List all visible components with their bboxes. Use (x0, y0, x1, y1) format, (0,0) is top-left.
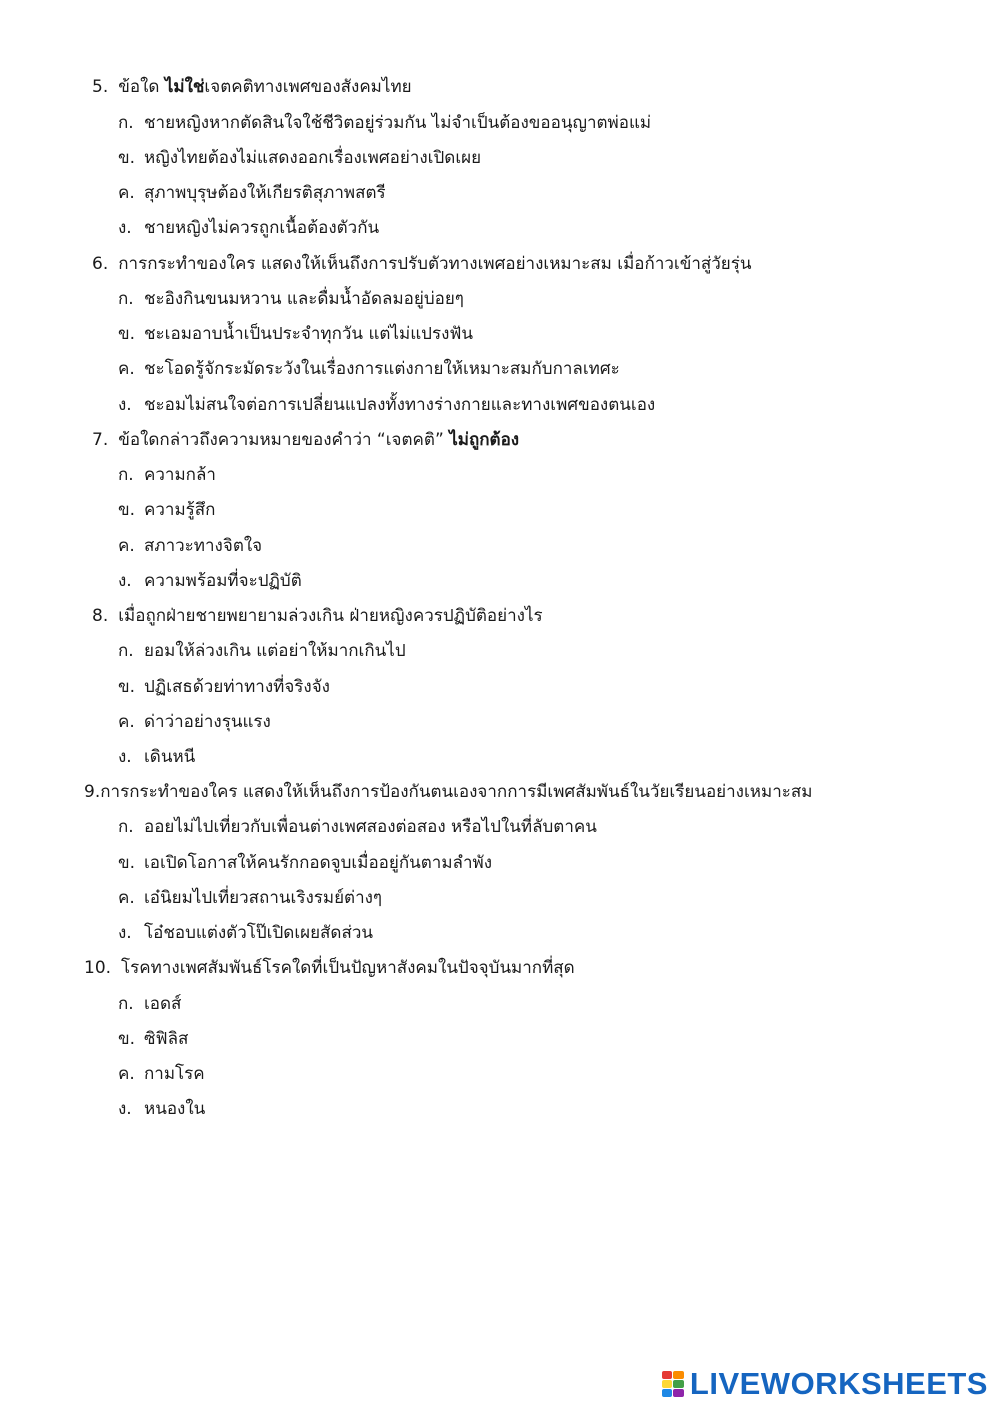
option-letter: ก. (118, 994, 134, 1014)
option-letter: ค. (118, 359, 135, 379)
option-letter: ข. (118, 500, 136, 520)
question-text: การกระทำของใคร แสดงให้เห็นถึงการปรับตัวทางเพศอย่างเหมาะสม เมื่อก้าวเข้าสู่วัยรุ่น (118, 254, 752, 274)
liveworksheets-logo-icon (662, 1371, 684, 1397)
option-7-b[interactable] (118, 498, 215, 522)
question-number: 6. (92, 254, 109, 274)
question-6 (92, 252, 752, 276)
question-text: การกระทำของใคร แสดงให้เห็นถึงการป้องกันตนเองจากการมีเพศสัมพันธ์ในวัยเรียนอย่างเหมาะสม (100, 782, 813, 802)
option-letter: ค. (118, 888, 135, 908)
option-letter: ง. (118, 1099, 132, 1119)
option-text: ความพร้อมที่จะปฏิบัติ (144, 571, 302, 591)
option-letter: ก. (118, 817, 134, 837)
option-letter: ก. (118, 465, 134, 485)
option-text: กามโรค (144, 1064, 205, 1084)
option-8-b[interactable] (118, 675, 330, 699)
option-9-c[interactable] (118, 886, 382, 910)
option-9-a[interactable] (118, 815, 597, 839)
option-letter: ข. (118, 1029, 136, 1049)
option-text: เดินหนี (144, 747, 196, 767)
option-7-c[interactable] (118, 534, 262, 558)
option-6-c[interactable] (118, 357, 620, 381)
option-letter: ง. (118, 218, 132, 238)
option-letter: ข. (118, 677, 136, 697)
option-text: เอ๋นิยมไปเที่ยวสถานเริงรมย์ต่างๆ (144, 888, 383, 908)
logo-block (662, 1371, 673, 1379)
option-10-c[interactable] (118, 1062, 205, 1086)
option-text: เอดส์ (144, 994, 182, 1014)
question-8 (92, 604, 543, 628)
option-letter: ข. (118, 148, 136, 168)
option-10-a[interactable] (118, 992, 181, 1016)
option-6-d[interactable] (118, 393, 655, 417)
option-text: ชายหญิงหากตัดสินใจใช้ชีวิตอยู่ร่วมกัน ไม่จำเป็นต้องขออนุญาตพ่อแม่ (144, 113, 652, 133)
question-number: 8. (92, 606, 109, 626)
option-text: สุภาพบุรุษต้องให้เกียรติสุภาพสตรี (144, 183, 386, 203)
question-text: ข้อใดกล่าวถึงความหมายของคำว่า “เจตคติ” (118, 430, 450, 450)
option-text: ด่าว่าอย่างรุนแรง (144, 712, 271, 732)
option-6-a[interactable] (118, 287, 464, 311)
option-text: หนองใน (144, 1099, 206, 1119)
option-text: ออยไม่ไปเที่ยวกับเพื่อนต่างเพศสองต่อสอง หรือไปในที่ลับตาคน (144, 817, 597, 837)
question-text: เมื่อถูกฝ่ายชายพยายามล่วงเกิน ฝ่ายหญิงควรปฏิบัติอย่างไร (118, 606, 543, 626)
option-letter: ค. (118, 183, 135, 203)
option-5-c[interactable] (118, 181, 386, 205)
logo-block (673, 1380, 684, 1388)
option-text: ความรู้สึก (144, 500, 216, 520)
question-9 (84, 780, 812, 804)
option-letter: ข. (118, 853, 136, 873)
option-5-a[interactable] (118, 111, 651, 135)
question-text-tail: เจตคติทางเพศของสังคมไทย (204, 77, 412, 97)
option-letter: ค. (118, 712, 135, 732)
option-text: หญิงไทยต้องไม่แสดงออกเรื่องเพศอย่างเปิดเผย (144, 148, 482, 168)
option-6-b[interactable] (118, 322, 473, 346)
option-text: ปฏิเสธด้วยท่าทางที่จริงจัง (144, 677, 330, 697)
question-text: ข้อใด (118, 77, 165, 97)
option-7-a[interactable] (118, 463, 216, 487)
logo-block (673, 1371, 684, 1379)
option-text: ชายหญิงไม่ควรถูกเนื้อต้องตัวกัน (144, 218, 380, 238)
logo-block (662, 1389, 673, 1397)
option-5-d[interactable] (118, 216, 379, 240)
option-letter: ก. (118, 289, 134, 309)
question-emphasis: ไม่ใช่ (164, 77, 205, 97)
option-8-a[interactable] (118, 639, 406, 663)
option-letter: ค. (118, 1064, 135, 1084)
question-5 (92, 75, 412, 99)
option-text: ชะเอมอาบน้ำเป็นประจำทุกวัน แต่ไม่แปรงฟัน (144, 324, 474, 344)
option-10-d[interactable] (118, 1097, 205, 1121)
option-letter: ก. (118, 641, 134, 661)
option-text: ชะโอดรู้จักระมัดระวังในเรื่องการแต่งกายให้เหมาะสมกับกาลเทศะ (144, 359, 620, 379)
option-text: ยอมให้ล่วงเกิน แต่อย่าให้มากเกินไป (144, 641, 406, 661)
question-number: 9. (84, 782, 101, 802)
option-10-b[interactable] (118, 1027, 188, 1051)
option-9-d[interactable] (118, 921, 373, 945)
option-text: เอเปิดโอกาสให้คนรักกอดจูบเมื่ออยู่กันตามลำพัง (144, 853, 493, 873)
option-text: ชะอิงกินขนมหวาน และดื่มน้ำอัดลมอยู่บ่อยๆ (144, 289, 464, 309)
option-letter: ง. (118, 571, 132, 591)
logo-block (662, 1380, 673, 1388)
option-text: ชะอมไม่สนใจต่อการเปลี่ยนแปลงทั้งทางร่างกายและทางเพศของตนเอง (144, 395, 656, 415)
option-letter: ก. (118, 113, 134, 133)
question-10 (84, 956, 575, 980)
question-emphasis: ไม่ถูกต้อง (449, 430, 520, 450)
option-text: สภาวะทางจิตใจ (144, 536, 263, 556)
option-8-d[interactable] (118, 745, 195, 769)
option-letter: ค. (118, 536, 135, 556)
option-letter: ง. (118, 747, 132, 767)
option-8-c[interactable] (118, 710, 271, 734)
liveworksheets-brand (662, 1366, 988, 1402)
question-7 (92, 428, 519, 452)
brand-text: LIVEWORKSHEETS (689, 1366, 988, 1401)
question-number: 5. (92, 77, 109, 97)
option-letter: ง. (118, 395, 132, 415)
option-text: ความกล้า (144, 465, 216, 485)
question-text: โรคทางเพศสัมพันธ์โรคใดที่เป็นปัญหาสังคมในปัจจุบันมากที่สุด (121, 958, 575, 978)
logo-block (673, 1389, 684, 1397)
option-5-b[interactable] (118, 146, 481, 170)
option-7-d[interactable] (118, 569, 302, 593)
option-text: โอ๋ชอบแต่งตัวโป๊เปิดเผยสัดส่วน (144, 923, 374, 943)
option-text: ซิฟิลิส (144, 1029, 189, 1049)
option-letter: ข. (118, 324, 136, 344)
question-number: 10. (84, 958, 112, 978)
option-letter: ง. (118, 923, 132, 943)
question-number: 7. (92, 430, 109, 450)
option-9-b[interactable] (118, 851, 492, 875)
